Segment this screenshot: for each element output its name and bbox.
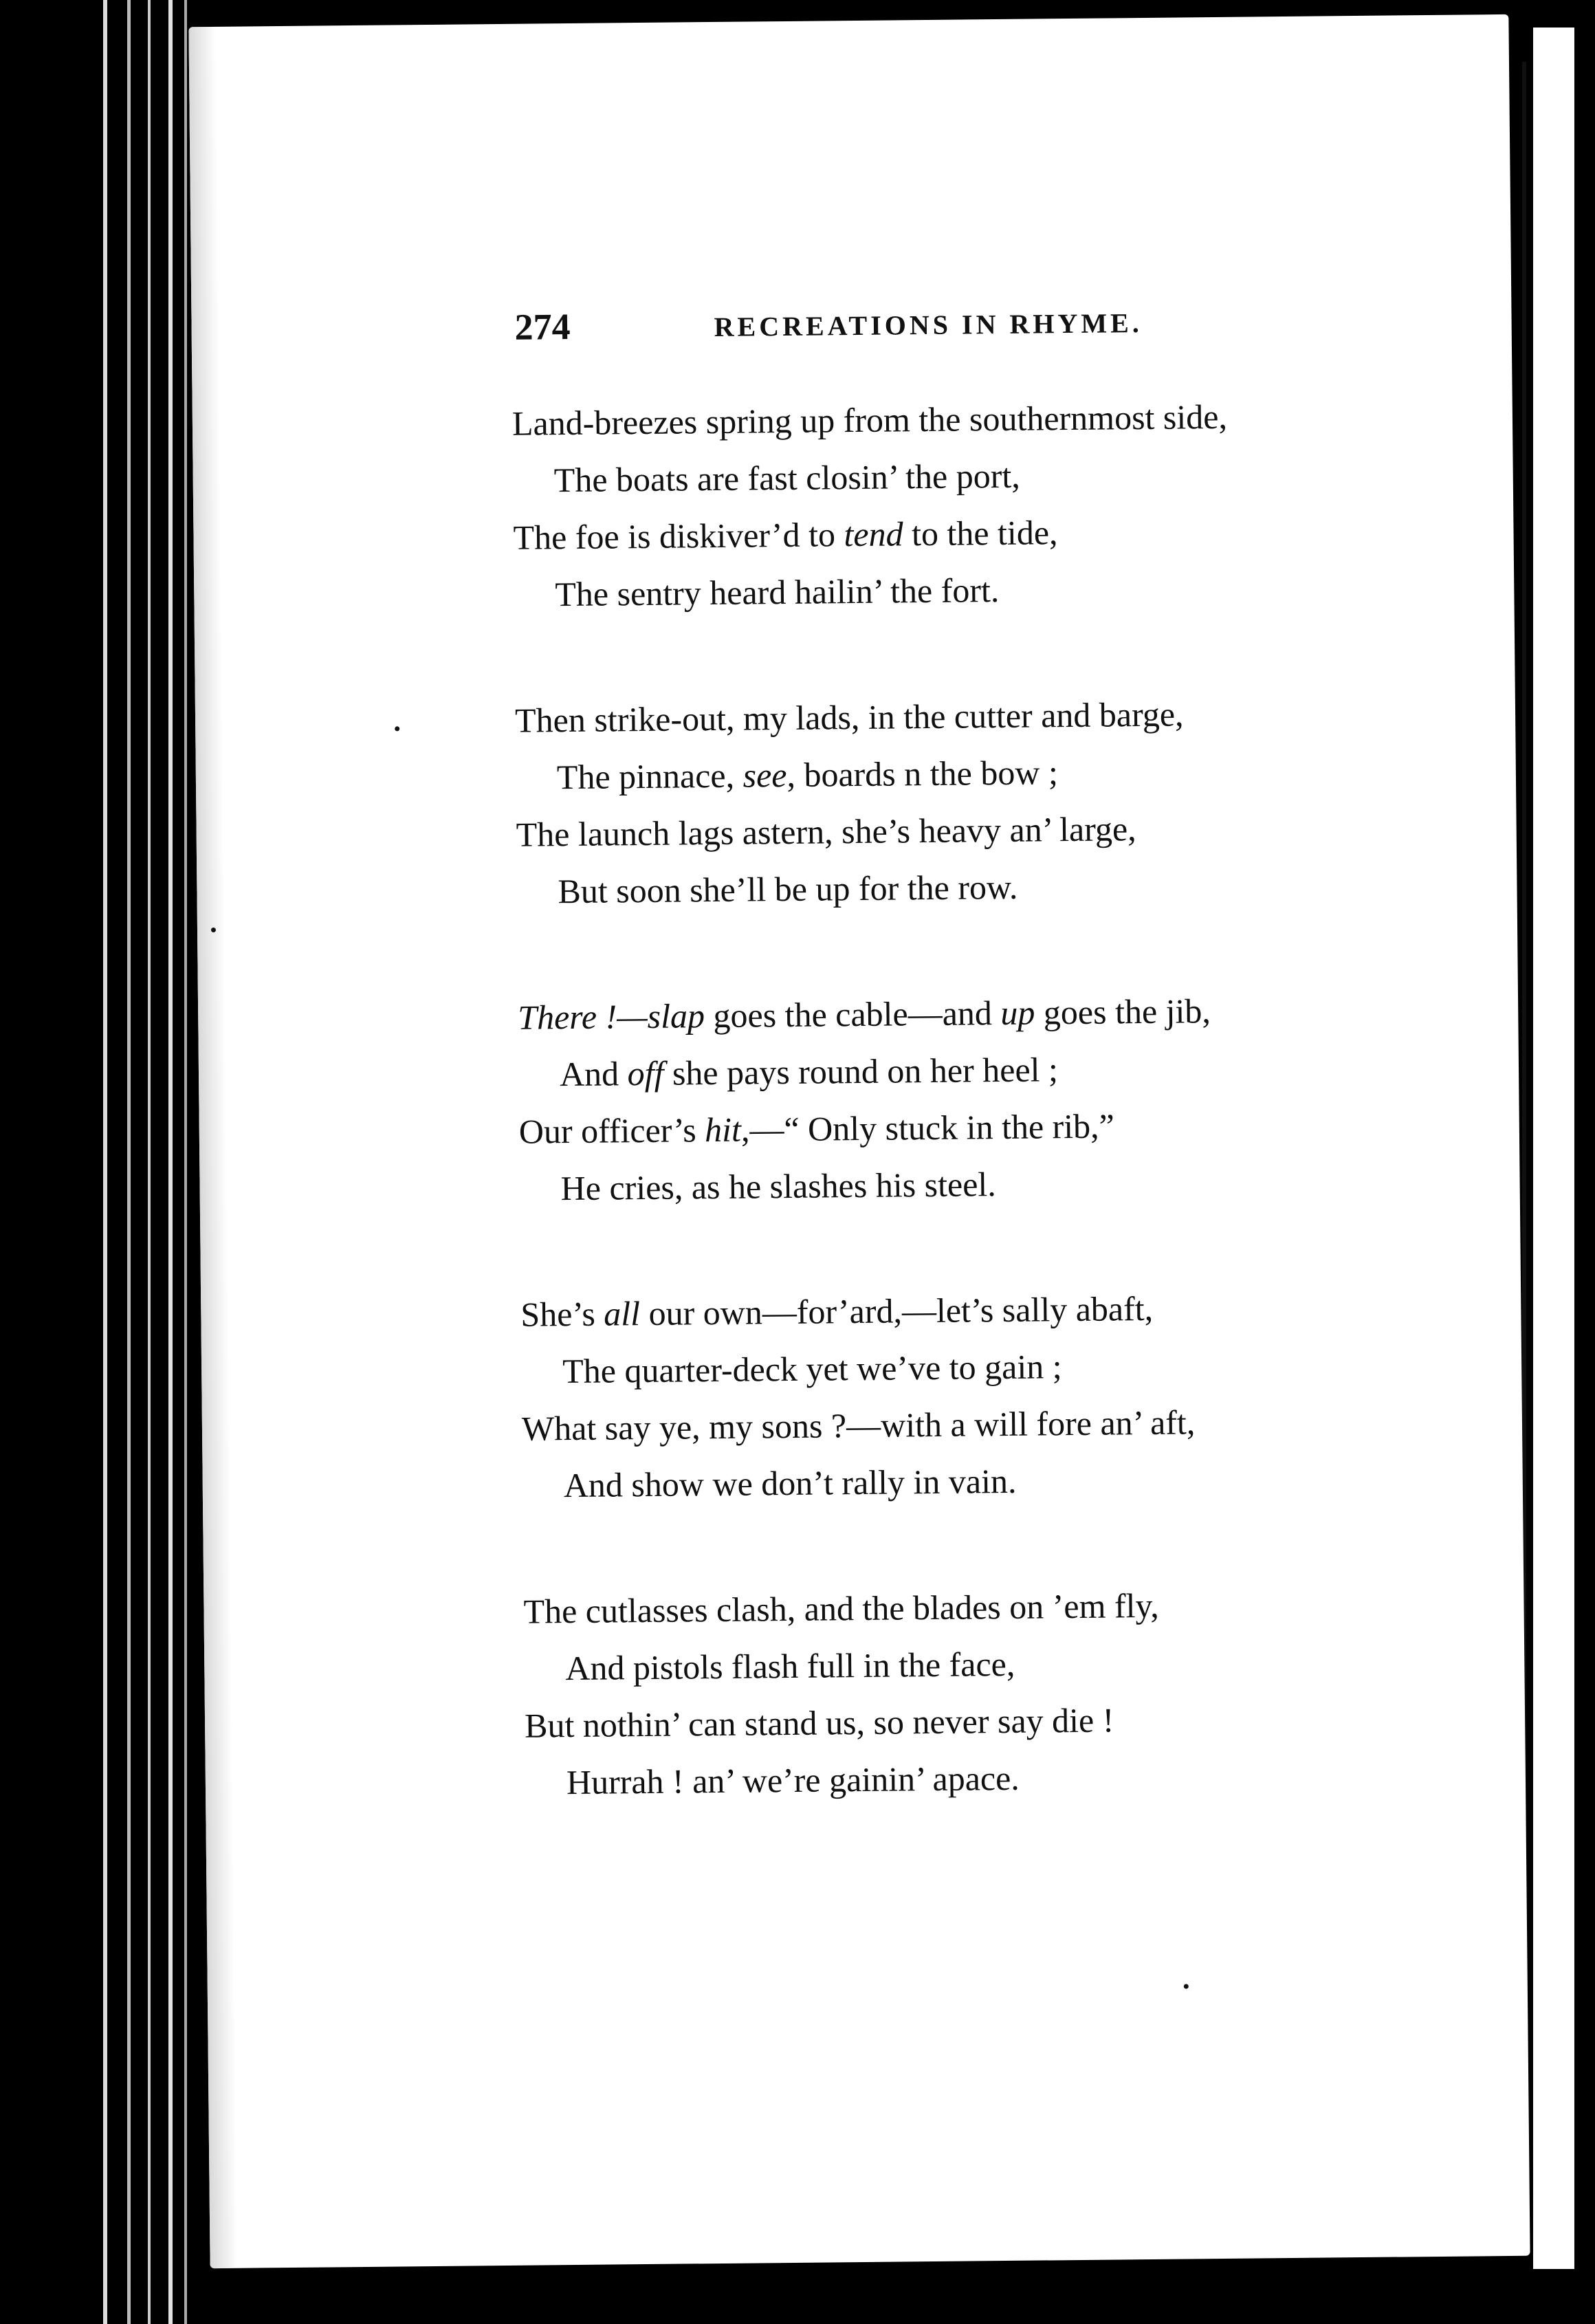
book-edge (103, 0, 107, 2324)
verse-line (516, 854, 1480, 920)
italic-text: hit (704, 1110, 742, 1150)
adjacent-page-edge (1533, 28, 1574, 2269)
poem (512, 386, 1489, 1880)
verse-line (522, 1448, 1485, 1514)
verse-line (521, 1334, 1484, 1400)
verse-text: Then strike-out, my lads, in the cutter and barge, (514, 694, 1184, 740)
specks (395, 726, 399, 731)
book-edge (148, 0, 151, 2324)
verse-line (518, 1094, 1482, 1160)
italic-text: all (603, 1294, 641, 1333)
verse-line (522, 1391, 1485, 1457)
verse-text: He cries, as he slashes his steel. (560, 1165, 997, 1208)
specks (1184, 1984, 1189, 1988)
verse-line (516, 740, 1479, 806)
verse-text: And show we don’t rally in vain. (563, 1461, 1017, 1505)
verse-text: Land-breezes spring up from the southernmost side, (512, 397, 1228, 443)
verse-text: The boats are fast closin’ the port, (553, 456, 1021, 500)
stanza (512, 386, 1477, 623)
verse-text: ,—“ Only stuck in the rib,” (740, 1106, 1115, 1149)
verse-text: The launch lags astern, she’s heavy an’ large, (516, 809, 1136, 854)
italic-text: tend (844, 514, 903, 554)
verse-text: The quarter-deck yet we’ve to gain ; (562, 1347, 1062, 1391)
verse-text: Our officer’s (518, 1110, 705, 1151)
specks (211, 928, 216, 932)
verse-line (514, 557, 1477, 623)
running-head: RECREATIONS IN RHYME. (714, 307, 1143, 342)
verse-line (520, 1277, 1484, 1343)
page-header (514, 297, 1409, 360)
verse-line (523, 1574, 1486, 1640)
verse-text: But nothin’ can stand us, so never say die ! (524, 1700, 1114, 1745)
book-edge (127, 0, 131, 2324)
italic-text: There !—slap (517, 996, 705, 1037)
italic-text: see (742, 755, 787, 795)
verse-text: The cutlasses clash, and the blades on ’em fly, (523, 1586, 1160, 1631)
stanza (523, 1574, 1488, 1811)
verse-line (525, 1688, 1488, 1754)
verse-line (515, 683, 1478, 749)
verse-text: our own—for’ard,—let’s sally abaft, (639, 1289, 1154, 1333)
verse-line (524, 1631, 1487, 1697)
verse-text: She’s (520, 1294, 604, 1334)
verse-line (518, 1037, 1482, 1103)
page (188, 14, 1530, 2268)
italic-text: up (1000, 993, 1035, 1033)
stanza (518, 980, 1482, 1217)
book-edge (184, 0, 187, 2324)
verse-text: What say ye, my sons ?—with a will fore an’ aft, (521, 1403, 1196, 1448)
verse-text: But soon she’ll be up for the row. (558, 867, 1018, 911)
verse-text: Hurrah ! an’ we’re gainin’ apace. (566, 1758, 1020, 1802)
verse-text: she pays round on her heel ; (663, 1050, 1059, 1093)
verse-text: The pinnace, (556, 756, 743, 797)
verse-text: The foe is diskiver’d to (513, 515, 844, 557)
verse-text: The sentry heard hailin’ the fort. (555, 571, 1000, 614)
book-edge (168, 0, 173, 2324)
page-number: 274 (514, 305, 571, 348)
verse-text: goes the jib, (1035, 991, 1211, 1032)
verse-text: And (559, 1054, 628, 1094)
verse-line (519, 1151, 1482, 1217)
verse-line (525, 1745, 1488, 1811)
page-shadow (188, 27, 237, 2268)
verse-text: , boards n the bow ; (786, 753, 1059, 794)
verse-line (518, 980, 1481, 1046)
verse-line (516, 797, 1479, 863)
verse-line (512, 443, 1475, 509)
verse-text: to the tide, (903, 513, 1058, 553)
stanza (520, 1277, 1485, 1514)
verse-line (512, 386, 1475, 452)
italic-text: off (627, 1053, 664, 1093)
verse-text: And pistols flash full in the face, (565, 1644, 1015, 1688)
stanza (515, 683, 1480, 920)
verse-text: goes the cable—and (704, 994, 1001, 1035)
verse-line (513, 500, 1476, 566)
